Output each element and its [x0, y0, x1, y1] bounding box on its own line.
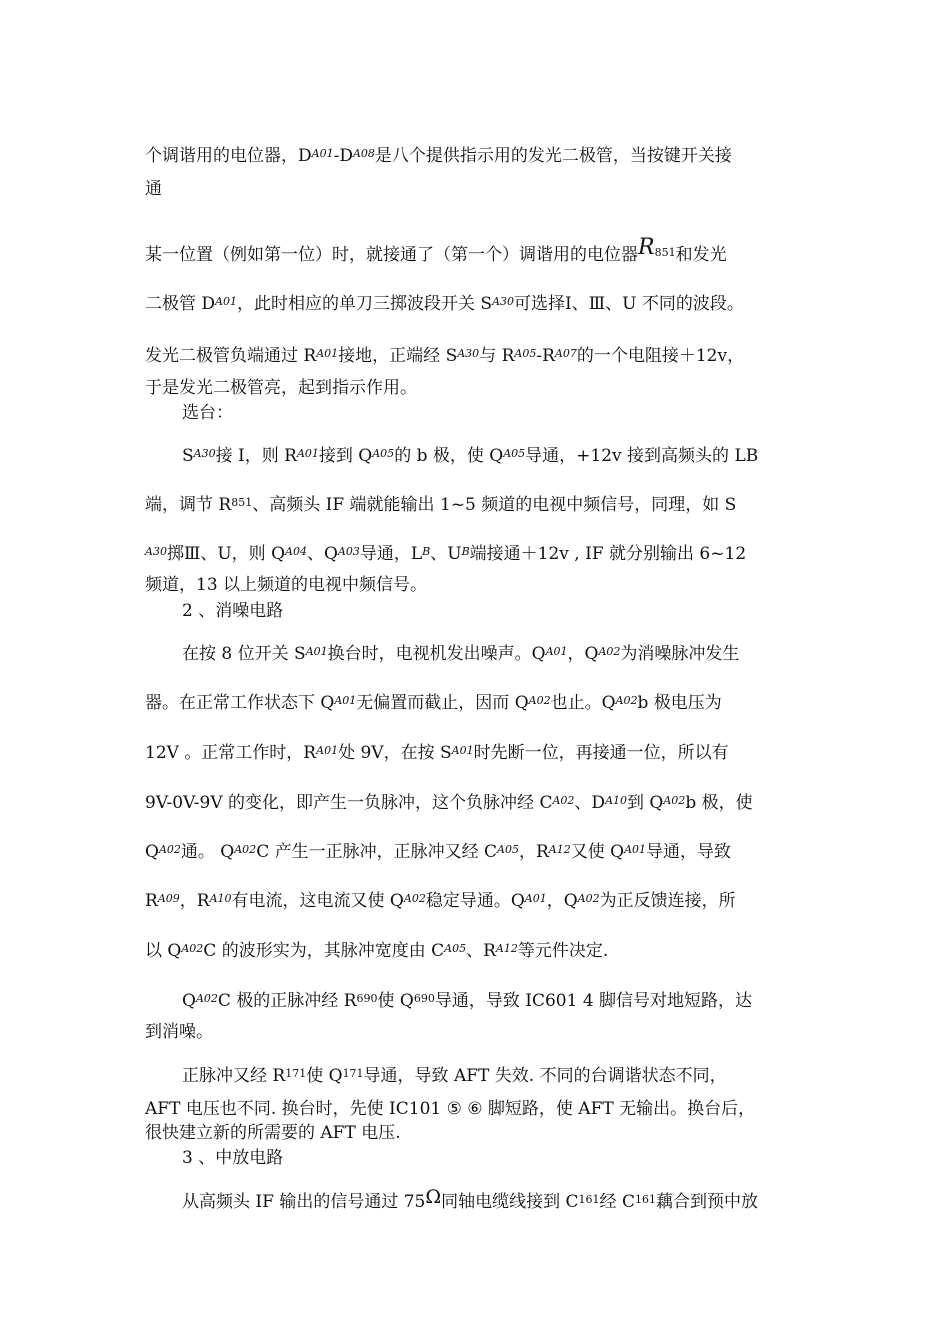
- text-line-24: 很快建立新的所需要的 AFT 电压.: [145, 1123, 401, 1143]
- text-line-17: $Q^{A02}$通。 $Q^{A02}C$ 产生一正脉冲，正脉冲又经 $C^{A05}$，$R^{A12}$又使 $Q^{A01}$导通，导致: [145, 842, 732, 862]
- text-line-2: 通: [145, 179, 162, 199]
- text-line-8: $S^{A30}$接 I，则 $R^{A01}$接到 $Q^{A05}$的 b 极，使 $Q^{A05}$导通，+12v 接到高频头的 LB: [182, 446, 759, 466]
- text-line-1: 个调谐用的电位器，$D^{A01}-D^{A08}$是八个提供指示用的发光二极管，当按键开关接: [145, 146, 732, 166]
- section-heading-3: 3 、中放电路: [182, 1148, 284, 1168]
- text-line-3: 某一位置（例如第一位）时，就接通了（第一个）调谐用的电位器$R^{851}$和发光: [145, 235, 727, 265]
- text-line-11: 频道，13 以上频道的电视中频信号。: [145, 575, 428, 595]
- text-line-7: 选台：: [182, 403, 233, 423]
- text-line-6: 于是发光二极管亮，起到指示作用。: [145, 378, 417, 398]
- text-line-16: 9V-0V-9V 的变化，即产生一负脉冲，这个负脉冲经 $C^{A02}$、$D^{A10}$到 $Q^{A02}b$ 极，使: [145, 793, 753, 813]
- text-line-5: 发光二极管负端通过 $R^{A01}$接地，正端经 $S^{A30}$与 $R^{A05}-R^{A07}$的一个电阻接＋12v，: [145, 346, 745, 366]
- text-line-20: $Q^{A02}C$ 极的正脉冲经 $R^{690}$使 $Q^{690}$导通，导致 IC601 4 脚信号对地短路，达: [182, 991, 753, 1011]
- text-line-23: AFT 电压也不同. 换台时，先使 IC101 ⑤ ⑥ 脚短路，使 AFT 无输出。换台后，: [145, 1099, 756, 1119]
- text-line-26: 从高频头 IF 输出的信号通过 75Ω同轴电缆线接到 $C^{161}$经 $C^{161}$藕合到预中放: [182, 1186, 758, 1212]
- text-line-10: $^{A30}$掷Ⅲ、U，则 $Q^{A04}$、$Q^{A03}$导通，$L^B$、$U^B$端接通＋12v , IF 就分别输出 6~12: [145, 544, 747, 564]
- text-line-22: 正脉冲又经 $R^{171}$使 $Q^{171}$导通，导致 AFT 失效. 不同的台调谐状态不同，: [182, 1066, 727, 1086]
- text-line-19: 以 $Q^{A02}C$ 的波形实为，其脉冲宽度由 $C^{A05}$、$R^{A12}$等元件决定.: [145, 941, 609, 961]
- text-line-14: 器。在正常工作状态下 $Q^{A01}$无偏置而截止，因而 $Q^{A02}$也止。$Q^{A02}b$ 极电压为: [145, 693, 722, 713]
- text-line-4: 二极管 $D^{A01}$，此时相应的单刀三掷波段开关 $S^{A30}$可选择Ⅰ、Ⅲ、U 不同的波段。: [145, 294, 744, 314]
- text-line-18: $R^{A09}$，$R^{A10}$有电流，这电流又使 $Q^{A02}$稳定导通。$Q^{A01}$，$Q^{A02}$为正反馈连接，所: [145, 891, 736, 911]
- text-line-15: 12V 。正常工作时，$R^{A01}$处 9V，在按 $S^{A01}$时先断一位，再接通一位，所以有: [145, 743, 729, 763]
- text-line-21: 到消噪。: [145, 1022, 213, 1042]
- section-heading-2: 2 、消噪电路: [182, 601, 284, 621]
- text-line-9: 端，调节 $R^{851}$、高频头 IF 端就能输出 1~5 频道的电视中频信号，同理，如 S: [145, 495, 737, 515]
- text-line-13: 在按 8 位开关 $S^{A01}$换台时，电视机发出噪声。$Q^{A01}$，$Q^{A02}$为消噪脉冲发生: [182, 644, 740, 664]
